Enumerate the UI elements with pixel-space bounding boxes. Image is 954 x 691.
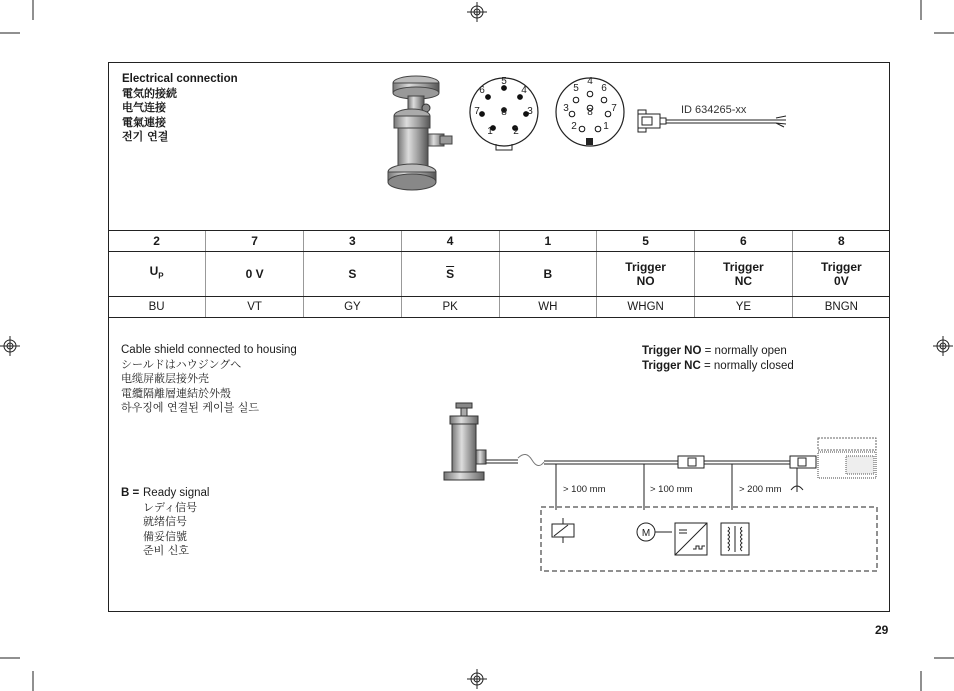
connector-pin-label: 2: [513, 126, 519, 137]
connector-pin: [480, 112, 485, 117]
trigger-text: = normally open: [701, 345, 787, 357]
cable-id-label: ID 634265-xx: [681, 104, 747, 116]
connector-pin-label: 1: [487, 126, 493, 137]
heading-ko: 전기 연결: [122, 130, 169, 143]
wire-color: VT: [206, 297, 304, 318]
wire-color: PK: [401, 297, 499, 318]
signal-cell: [401, 252, 499, 297]
distance-label: > 100 mm: [650, 484, 693, 495]
connector-pin-label: 4: [521, 85, 527, 96]
connector-pin-label: 3: [563, 103, 569, 114]
shield-ja: シールドはハウジングへ: [121, 357, 242, 371]
distance-label: > 200 mm: [739, 484, 782, 495]
connector-pin-label: 8: [587, 107, 593, 118]
trigger-notes: [642, 344, 794, 373]
signal-main: Trigger: [723, 260, 764, 274]
connector-pin-label: 5: [573, 83, 579, 94]
connector-pin-label: 4: [587, 76, 593, 87]
shield-zh-tw: 電纜隔離層連結於外殼: [121, 386, 231, 400]
pin-number: 4: [401, 231, 499, 252]
connector-pin-label: 6: [601, 83, 607, 94]
connector-pin-label: 1: [603, 121, 609, 132]
connector-pin-label: 7: [474, 106, 480, 117]
probe-small-icon: [444, 403, 486, 480]
motor-label: M: [641, 528, 651, 539]
ready-key: B =: [121, 487, 140, 499]
registration-mark-top: [467, 2, 487, 22]
connector-female-pin-face: [466, 74, 542, 154]
ready-zh-tw: 備妥信號: [143, 529, 187, 543]
pin-assignment-table: [108, 230, 890, 318]
wire-color: YE: [695, 297, 793, 318]
registration-mark-left: [0, 336, 20, 356]
trigger-key: Trigger NO: [642, 345, 702, 357]
pin-number: 3: [304, 231, 402, 252]
connector-pin-label: 6: [479, 85, 485, 96]
wire-color: BU: [108, 297, 206, 318]
ready-zh-cn: 就绪信号: [143, 515, 187, 528]
signal-cell: [792, 252, 890, 297]
ground-symbol: [791, 468, 803, 492]
shield-zh-cn: 电缆屏蔽层接外壳: [121, 372, 209, 385]
signal-cell: [695, 252, 793, 297]
shield-en: Cable shield connected to housing: [121, 344, 297, 356]
wire-color: BNGN: [792, 297, 890, 318]
trigger-note-no: [642, 344, 794, 359]
signal-main-inverted: $\overline{S}$: [446, 267, 455, 281]
registration-mark-right: [933, 336, 953, 356]
ready-ko: 준비 신호: [143, 544, 190, 557]
control-unit-icon: [818, 438, 876, 478]
transformer-icon: [721, 523, 749, 555]
relay-icon: [552, 518, 574, 543]
wire-color: WHGN: [597, 297, 695, 318]
heading-en: Electrical connection: [122, 73, 238, 85]
wire-color-row: [108, 297, 890, 318]
connector-pin-label: 5: [501, 76, 507, 87]
signal-line2: 0V: [834, 274, 849, 288]
wire-color: GY: [304, 297, 402, 318]
signal-main: Trigger: [821, 260, 862, 274]
pin-number: 1: [499, 231, 597, 252]
ready-en: Ready signal: [143, 487, 210, 499]
connector-pin: [569, 111, 575, 117]
page-number: 29: [875, 623, 889, 637]
connector-pin-label: 2: [571, 121, 577, 132]
trigger-key: Trigger NC: [642, 359, 701, 372]
signal-line2: NO: [636, 274, 655, 288]
signal-sub: P: [158, 271, 164, 281]
pin-number: 5: [597, 231, 695, 252]
connector-pin: [595, 126, 601, 132]
heading-zh-cn: 电气连接: [122, 101, 166, 114]
signal-cell: [206, 252, 304, 297]
signal-cell: [597, 252, 695, 297]
cable-shield-note: [121, 343, 297, 416]
trigger-note-nc: [642, 359, 794, 374]
signal-main: U: [149, 264, 159, 279]
heading-ja: 電気的接続: [122, 86, 177, 100]
ready-signal-note: [121, 486, 209, 559]
pin-number-row: [108, 231, 890, 252]
connector-pin-label: 8: [501, 107, 507, 118]
connector-pin-label: 3: [527, 106, 533, 117]
signal-line2: NC: [734, 274, 753, 288]
ready-ja: レディ信号: [143, 500, 198, 514]
connector-pin: [573, 97, 579, 103]
registration-mark-bottom: [467, 669, 487, 689]
heading-block: [122, 72, 238, 145]
connector-male-socket-face: [552, 74, 628, 154]
signal-main: S: [348, 267, 357, 281]
connector-pin: [605, 111, 611, 117]
signal-cell: [304, 252, 402, 297]
heading-zh-tw: 電氣連接: [122, 115, 166, 129]
signal-main: Trigger: [625, 260, 666, 274]
shield-ko: 하우징에 연결된 케이블 실드: [121, 401, 260, 414]
pin-number: 7: [206, 231, 304, 252]
wire-color: WH: [499, 297, 597, 318]
connector-pin-label: 7: [611, 103, 617, 114]
signal-main: 0 V: [245, 267, 264, 281]
signal-cell: [499, 252, 597, 297]
connector-pin: [486, 95, 491, 100]
connector-pin: [587, 91, 593, 97]
trigger-text: = normally closed: [700, 359, 794, 372]
pin-number: 8: [792, 231, 890, 252]
pin-number: 6: [695, 231, 793, 252]
signal-cell: [108, 252, 206, 297]
connector-pin: [601, 97, 607, 103]
frequency-converter-icon: [675, 523, 707, 555]
signal-main: B: [543, 267, 553, 281]
distance-label: > 100 mm: [563, 484, 606, 495]
signal-row: [108, 252, 890, 297]
probe-illustration: [380, 70, 460, 195]
pin-number: 2: [108, 231, 206, 252]
connector-pin: [579, 126, 585, 132]
